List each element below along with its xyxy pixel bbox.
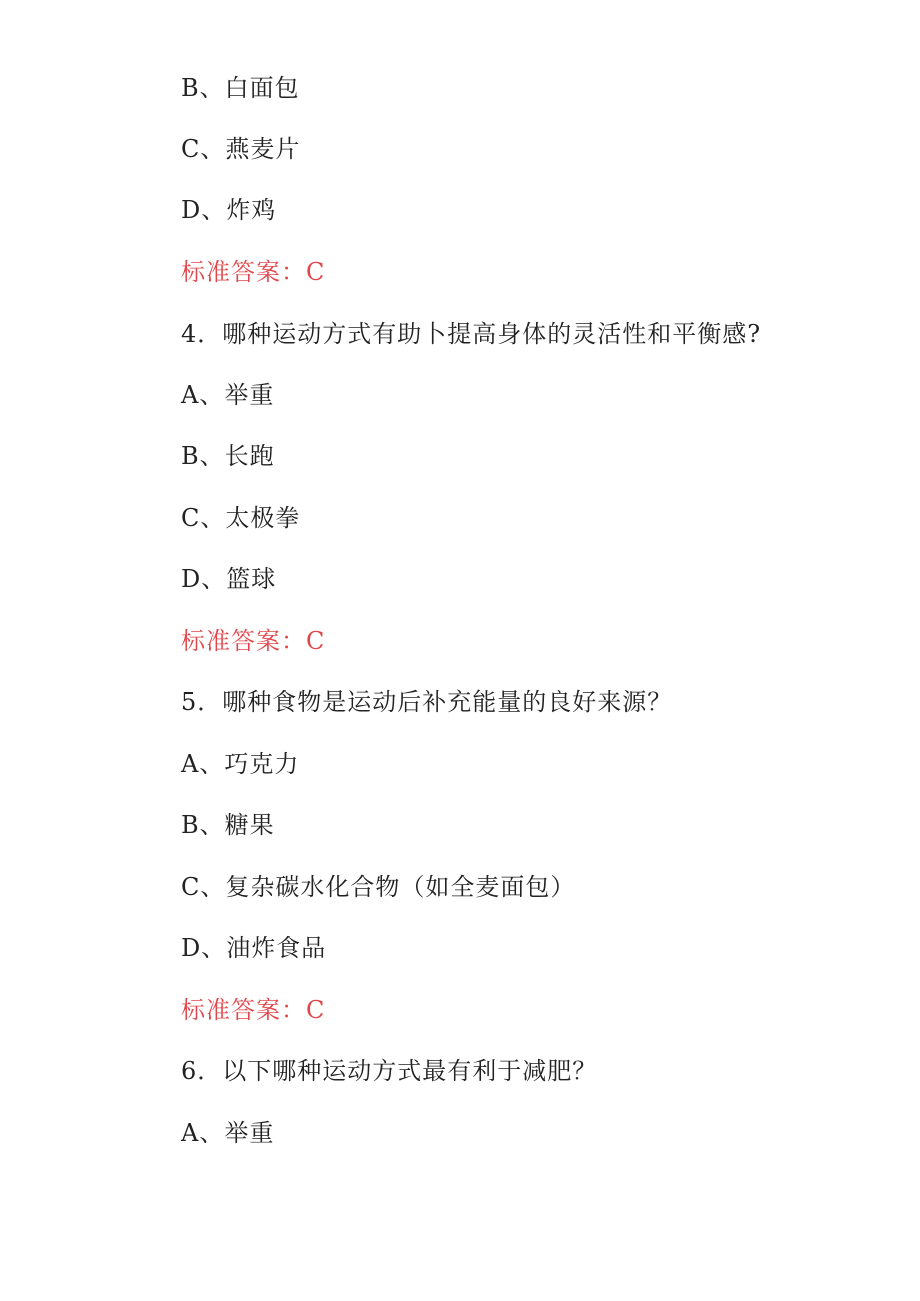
- standard-answer-q4: 标准答案：C: [181, 627, 326, 655]
- option-a-weightlifting: A、举重: [181, 381, 275, 409]
- option-c-oatmeal: C、燕麦片: [181, 135, 301, 163]
- option-b-candy: B、糖果: [181, 811, 275, 839]
- standard-answer-q3: 标准答案：C: [181, 258, 326, 286]
- question-5: 5．哪种食物是运动后补充能量的良好来源？: [181, 688, 673, 716]
- option-a-chocolate: A、巧克力: [181, 750, 300, 778]
- option-b-white-bread: B、白面包: [181, 74, 300, 102]
- option-a-weightlifting-q6: A、举重: [181, 1119, 275, 1147]
- option-b-long-run: B、长跑: [181, 442, 275, 470]
- option-c-taichi: C、太极拳: [181, 504, 301, 532]
- standard-answer-q5: 标准答案：C: [181, 996, 326, 1024]
- option-d-basketball: D、篮球: [181, 565, 277, 593]
- question-4: 4．哪种运动方式有助卜提高身体的灵活性和平衡感?: [181, 320, 762, 348]
- option-d-fried-food: D、油炸食品: [181, 934, 327, 962]
- question-6: 6．以下哪种运动方式最有利于减肥？: [181, 1057, 598, 1085]
- option-c-complex-carbs: C、复杂碳水化合物（如全麦面包）: [181, 873, 576, 901]
- option-d-fried-chicken: D、炸鸡: [181, 196, 277, 224]
